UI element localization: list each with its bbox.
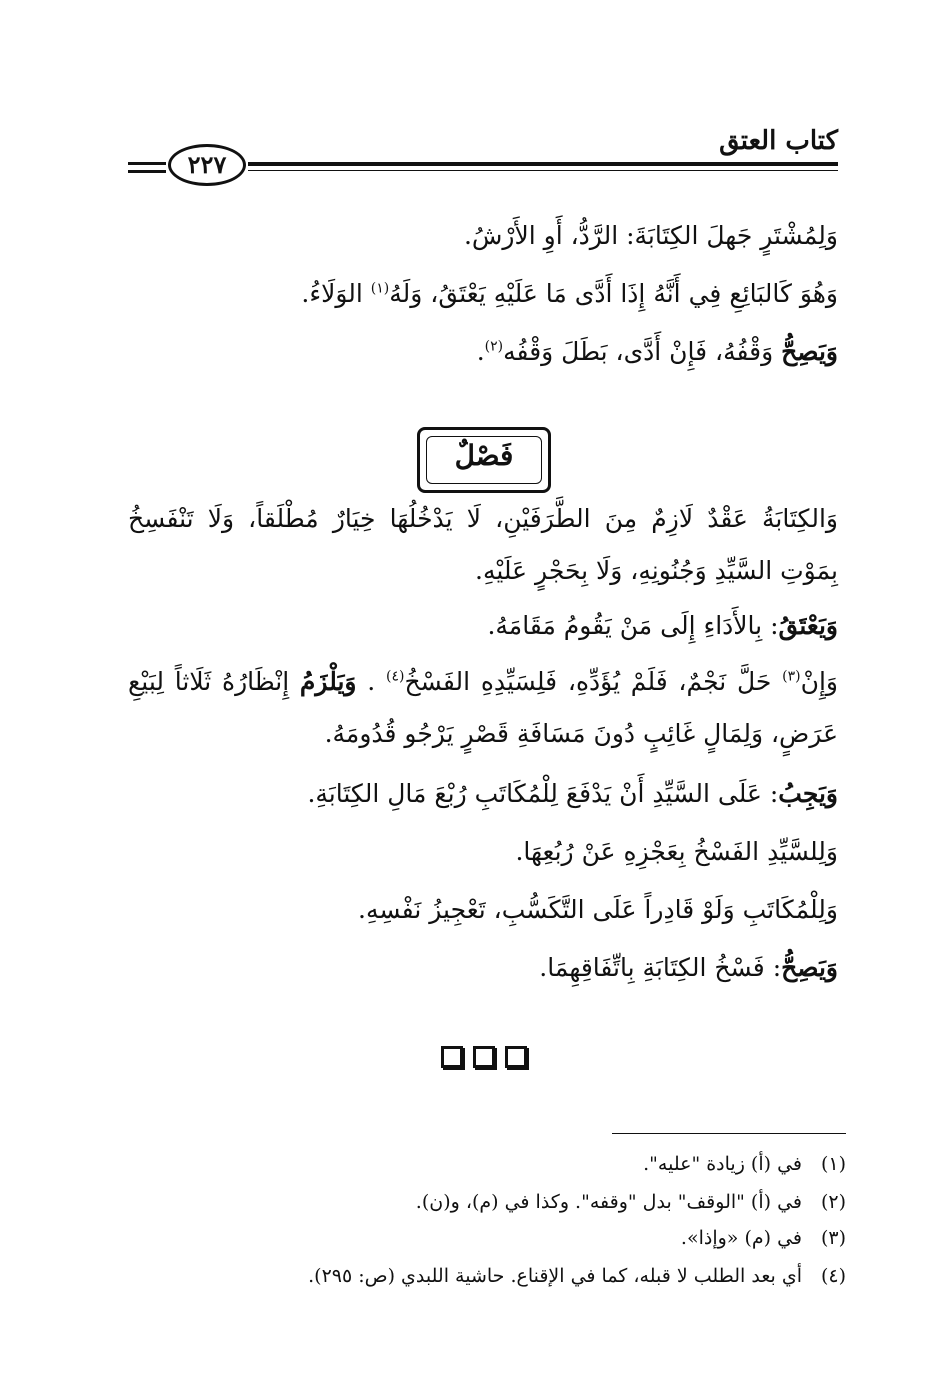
text-line [128, 768, 838, 820]
keyword: وَيَصِحُّ [781, 337, 838, 366]
footnote-separator [612, 1133, 846, 1134]
paragraph [128, 656, 838, 760]
text-line [128, 268, 838, 320]
page-number: ٢٢٧ [168, 144, 246, 186]
footnote-ref[interactable]: (٤) [385, 668, 405, 685]
line-text: : فَسْخُ الكِتَابَةِ بِاتِّفَاقِهِمَا. [539, 953, 782, 982]
footnote-text: في (م) «وإذا». [680, 1227, 802, 1249]
footnote [128, 1188, 846, 1216]
line-text: . [476, 337, 485, 366]
line-text: وَلِلسَّيِّدِ الفَسْخُ بِعَجْزِهِ عَنْ رُبُعِهَا. [515, 837, 838, 866]
line-text: : عَلَى السَّيِّدِ أَنْ يَدْفَعَ لِلْمُكَاتَبِ رُبْعَ مَالِ الكِتَابَةِ. [307, 779, 779, 808]
keyword: وَيَجِبُ [778, 779, 838, 808]
footnote-number: (٣) [820, 1227, 846, 1249]
line-text: حَلَّ نَجْمٌ، فَلَمْ يُؤَدِّهِ، فَلِسَيِّدِهِ الفَسْخُ [404, 667, 783, 696]
keyword: وَيَصِحُّ [781, 953, 838, 982]
text-line [128, 942, 838, 994]
text-line [128, 326, 838, 378]
running-title: كتاب العتق [719, 126, 838, 156]
line-text: وَلِلْمُكَاتَبِ وَلَوْ قَادِراً عَلَى التَّكَسُّبِ، تَعْجِيزُ نَفْسِهِ. [358, 895, 838, 924]
footnote-text: في (أ) زيادة "عليه". [643, 1153, 802, 1175]
section-heading-box [417, 427, 551, 493]
header-rule-left-lower [128, 170, 166, 173]
footnote [128, 1224, 846, 1252]
line-text: وَقْفُهُ، فَإِنْ أَدَّى، بَطَلَ وَقْفُه [503, 337, 782, 366]
footnote [128, 1262, 846, 1290]
header-rule-thin [248, 170, 838, 171]
paragraph: وَالكِتَابَةُ عَقْدٌ لَازِمٌ مِنَ الطَّرَفَيْنِ، لَا يَدْخُلُهَا خِيَارٌ مُطْلَقاً، وَلَا تَنْفَسِخُ بِمَوْتِ السَّيِّدِ وَجُنُونِهِ، وَلَا بِحَجْرٍ عَلَيْهِ. [128, 504, 838, 585]
line-text: وَلِمُشْتَرٍ جَهلَ الكِتَابَةَ: الرَّدُّ، أَوِ الأَرْشُ. [463, 221, 838, 250]
line-text: إِنْظَارُهُ ثَلَاثاً لِبَيْعِ عَرَضٍ، وَلِمَالٍ غَائِبٍ دُونَ مَسَافَةِ قَصْرٍ يَرْجُو قُدُومَهُ. [128, 667, 838, 748]
section-end-ornament [441, 1046, 527, 1068]
section-title: فَصْلٌ [454, 439, 514, 472]
line-text: : بِالأَدَاءِ إِلَى مَنْ يَقُومُ مَقَامَهُ. [487, 611, 779, 640]
keyword: وَيَلْزَمُ [299, 667, 357, 696]
footnote-number: (١) [820, 1153, 846, 1175]
text-line [128, 826, 838, 878]
line-text: وَإِنْ [800, 667, 838, 696]
square-icon [473, 1046, 495, 1068]
text-line [128, 210, 838, 262]
footnote-ref[interactable]: (١) [370, 280, 390, 297]
footnote [128, 1150, 846, 1178]
header-rule-thick [248, 162, 838, 166]
keyword: وَيَعْتَقُ [778, 611, 838, 640]
square-icon [441, 1046, 463, 1068]
footnote-text: في (أ) "الوقف" بدل "وقفه". وكذا في (م)، و(ن). [415, 1191, 802, 1213]
footnote-ref[interactable]: (٣) [782, 668, 801, 685]
header-rule-left-upper [128, 162, 166, 165]
footnote-number: (٢) [820, 1191, 846, 1213]
square-icon [505, 1046, 527, 1068]
footnote-number: (٤) [820, 1265, 846, 1287]
page-header [128, 112, 838, 192]
text-line [128, 884, 838, 936]
line-text: . [356, 667, 386, 696]
line-text: وَهُوَ كَالبَائِعِ فِي أَنَّهُ إِذَا أَدَّى مَا عَلَيْهِ يَعْتَقُ، وَلَهُ [389, 279, 838, 308]
line-text: الوَلَاءُ. [301, 279, 371, 308]
footnote-text: أي بعد الطلب لا قبله، كما في الإقناع. حاشية اللبدي (ص: ٢٩٥). [308, 1265, 802, 1287]
text-line [128, 600, 838, 652]
footnote-ref[interactable]: (٢) [484, 338, 504, 355]
